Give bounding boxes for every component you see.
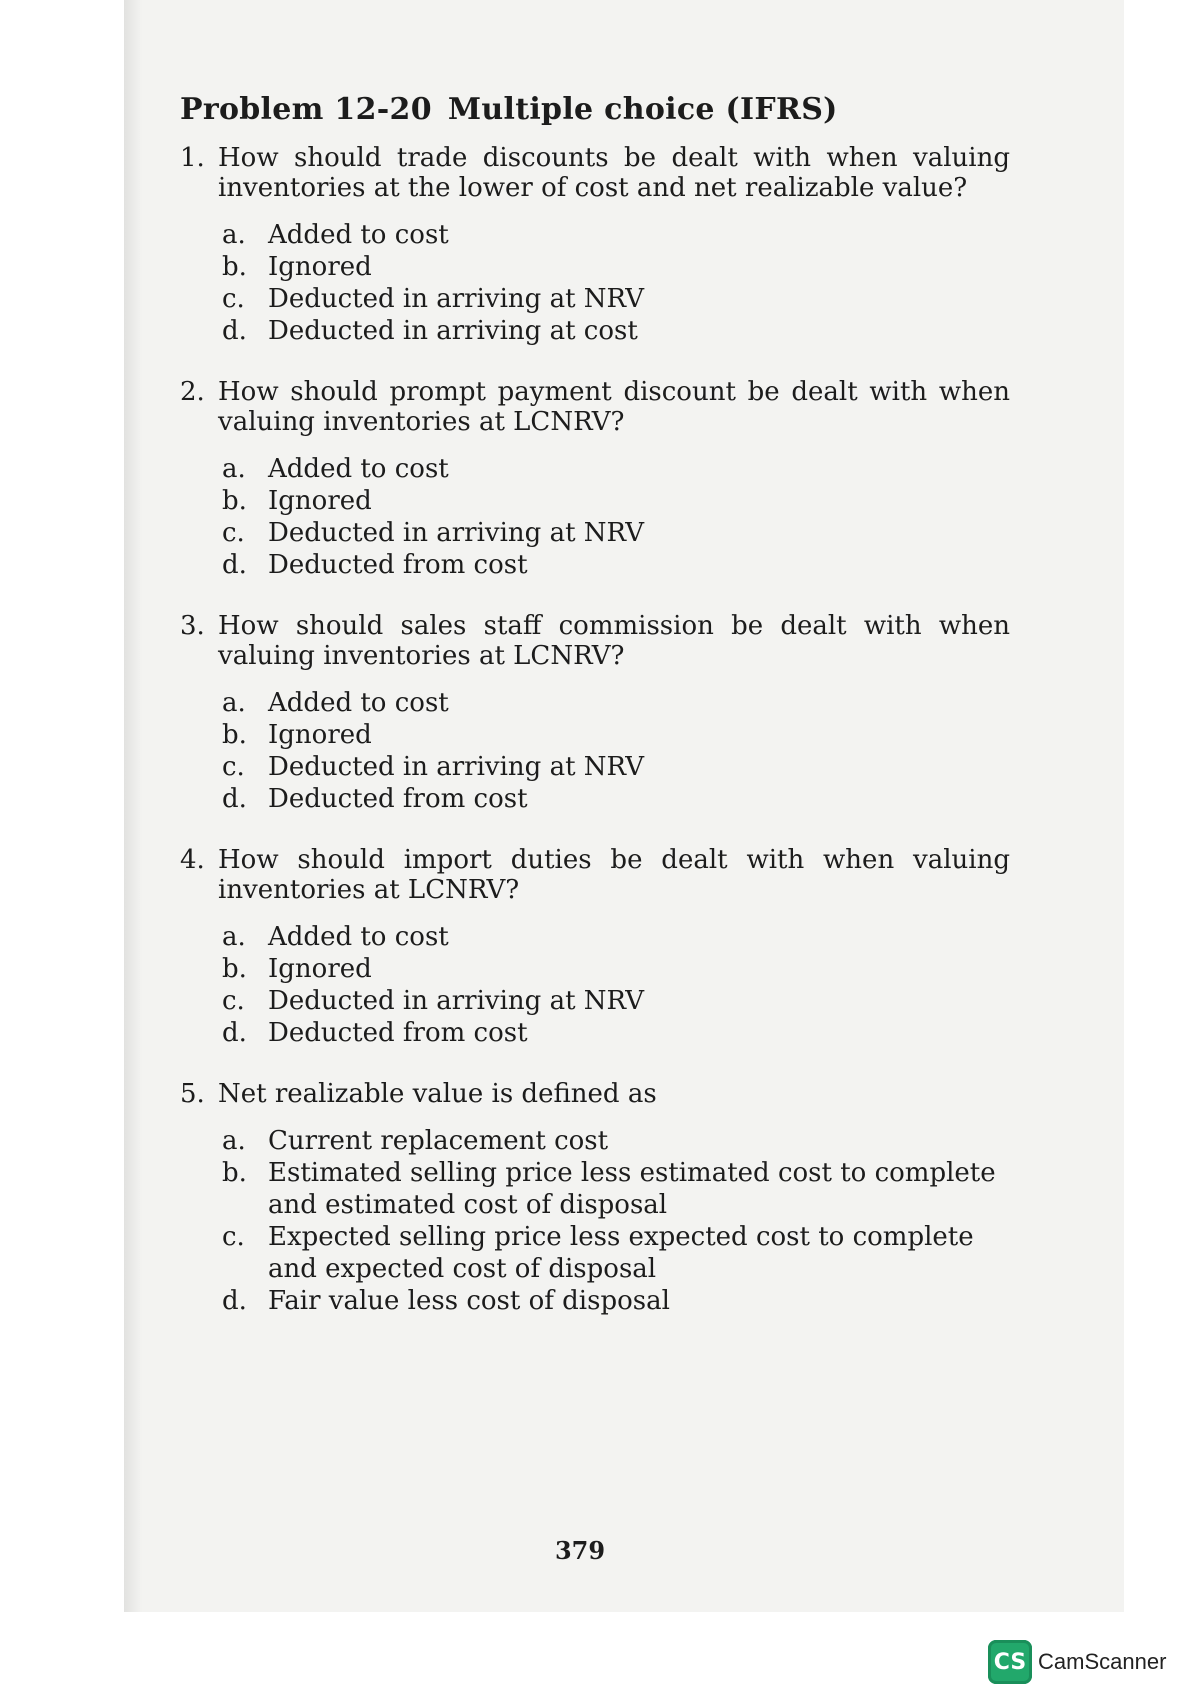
option-c: c. Deducted in arriving at NRV [222,518,644,548]
option-b: b. Estimated selling price less estimated cost to complete and estimated cost of disposal [222,1158,996,1220]
option-b: b. Ignored [222,720,372,750]
question-number: 2. [180,377,205,407]
question-text: How should import duties be dealt with when valuing inventories at LCNRV? [218,845,1010,905]
option-c: c. Deducted in arriving at NRV [222,986,644,1016]
question-number: 3. [180,611,205,641]
option-a: a. Added to cost [222,688,449,718]
option-a: a. Added to cost [222,454,449,484]
problem-label: Problem 12-20 [180,92,432,127]
question-text: Net realizable value is defined as [218,1079,657,1109]
question-text: How should sales staff commission be dealt with when valuing inventories at LCNRV? [218,611,1010,671]
option-b: b. Ignored [222,486,372,516]
problem-title [180,92,1010,127]
option-d: d. Fair value less cost of disposal [222,1286,670,1316]
option-list [222,453,1010,581]
page-content [180,92,1010,1347]
camscanner-name: CamScanner [1038,1649,1167,1674]
option-d: d. Deducted from cost [222,1018,528,1048]
question-number: 5. [180,1079,205,1109]
question-4 [180,845,1010,1049]
option-b: b. Ignored [222,954,372,984]
scan-edge-shadow [124,0,142,1612]
option-b: b. Ignored [222,252,372,282]
option-c: c. Deducted in arriving at NRV [222,752,644,782]
question-2 [180,377,1010,581]
option-d: d. Deducted in arriving at cost [222,316,638,346]
option-a: a. Current replacement cost [222,1126,609,1156]
question-5 [180,1079,1010,1317]
option-a: a. Added to cost [222,922,449,952]
question-number: 1. [180,143,205,173]
option-list [222,1125,1010,1317]
option-d: d. Deducted from cost [222,550,528,580]
page-number: 379 [554,1536,606,1565]
option-list [222,921,1010,1049]
problem-heading: Multiple choice (IFRS) [447,92,838,127]
option-list [222,219,1010,347]
camscanner-watermark [988,1640,1166,1684]
question-number: 4. [180,845,205,875]
option-c: c. Deducted in arriving at NRV [222,284,644,314]
camscanner-logo-icon: CS [988,1640,1032,1684]
question-text: How should trade discounts be dealt with when valuing inventories at the lower of cost and net realizable value? [218,143,1010,203]
question-1 [180,143,1010,347]
question-text: How should prompt payment discount be dealt with when valuing inventories at LCNRV? [218,377,1010,437]
option-a: a. Added to cost [222,220,449,250]
option-c: c. Expected selling price less expected cost to complete and expected cost of disposal [222,1222,974,1284]
question-3 [180,611,1010,815]
option-d: d. Deducted from cost [222,784,528,814]
option-list [222,687,1010,815]
